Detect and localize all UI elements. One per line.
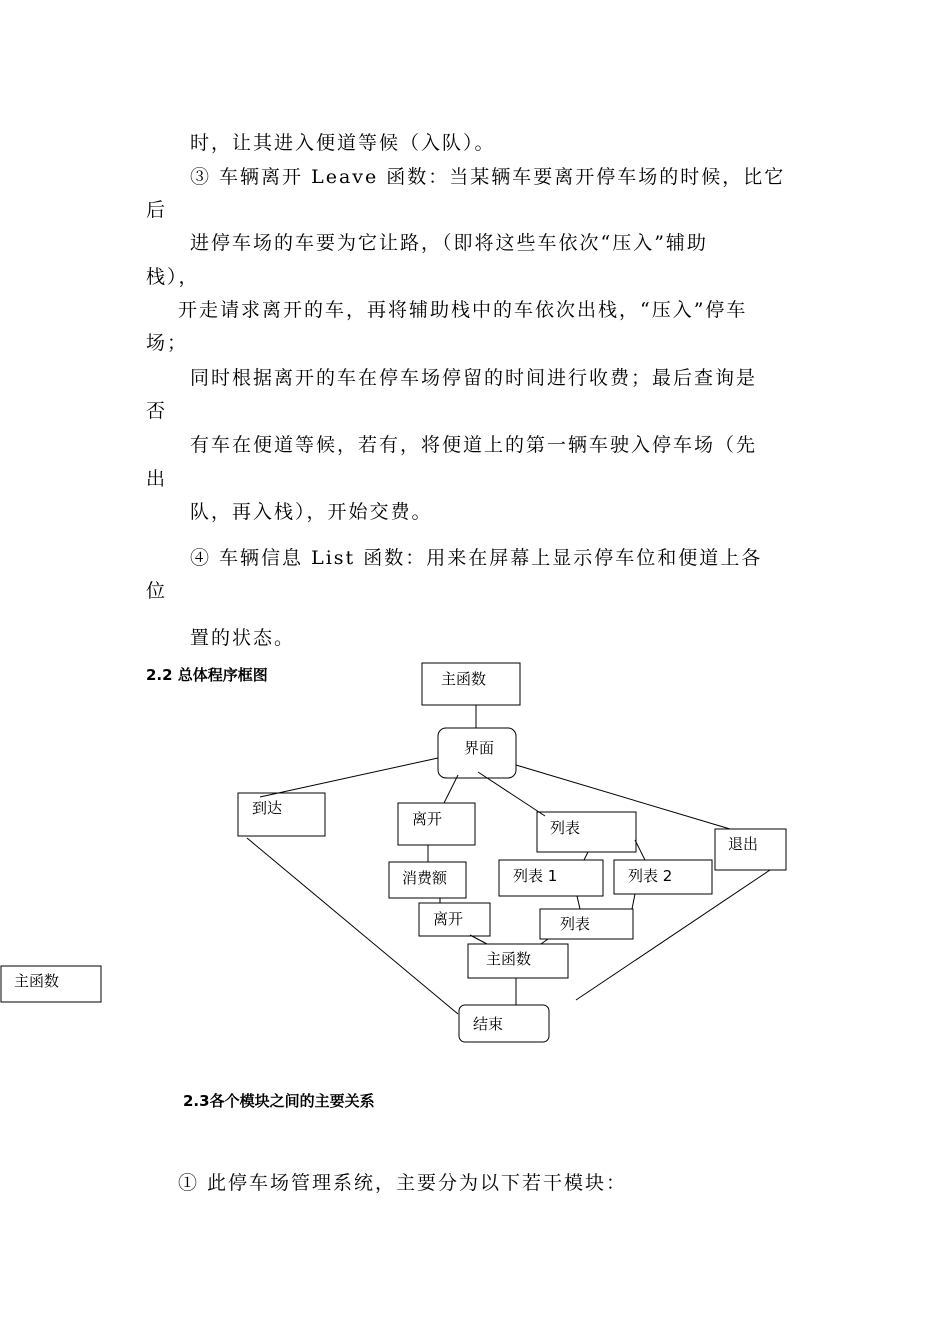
paragraph-line: 同时根据离开的车在停车场停留的时间进行收费；最后查询是 [190,367,758,389]
connector [247,838,458,1014]
paragraph-line: 位 [146,580,168,602]
box-label: 离开 [412,810,443,828]
paragraph-line: 队，再入栈），开始交费。 [190,501,433,523]
section-heading: 2.2 总体程序框图 [146,666,268,684]
box-label: 界面 [464,739,495,757]
connector [584,852,588,860]
box-label: 主函数 [441,670,487,688]
paragraph-line: 栈）， [146,266,200,288]
box-label: 列表 2 [628,867,673,885]
connector [632,894,635,909]
paragraph-line: 否 [146,400,168,422]
paragraph-line: 进停车场的车要为它让路，（即将这些车依次“压入”辅助 [190,232,708,254]
paragraph-line: 置的状态。 [190,627,296,649]
box-label: 结束 [473,1015,504,1033]
box-label: 主函数 [14,972,60,990]
box-label: 列表 [560,915,591,933]
paragraph-line: 后 [146,199,168,221]
connector [478,772,545,816]
box-label: 列表 [550,819,581,837]
paragraph-line: ④ 车辆信息 List 函数：用来在屏幕上显示停车位和便道上各 [190,547,763,569]
paragraph-line: ① 此停车场管理系统，主要分为以下若干模块： [178,1172,628,1194]
section-heading: 2.3各个模块之间的主要关系 [183,1092,375,1110]
connector [541,939,548,944]
box-label: 退出 [728,835,759,853]
paragraph-line: 有车在便道等候，若有，将便道上的第一辆车驶入停车场（先 [190,434,758,456]
paragraph-line: 开走请求离开的车，再将辅助栈中的车依次出栈，“压入”停车 [178,299,748,321]
box-label: 消费额 [402,869,448,887]
box-label: 列表 1 [513,867,558,885]
paragraph-line: 场； [146,332,189,354]
paragraph-line: 出 [146,468,168,490]
connector [577,896,580,909]
box-label: 主函数 [486,950,532,968]
paragraph-line: ③ 车辆离开 Leave 函数：当某辆车要离开停车场的时候，比它 [190,166,786,188]
paragraph-line: 时，让其进入便道等候（入队）。 [190,132,496,154]
box-label: 到达 [252,799,283,817]
connector [516,765,730,829]
connector [444,775,458,803]
connector [576,870,770,1000]
connector [260,758,438,797]
box-label: 离开 [433,910,464,928]
